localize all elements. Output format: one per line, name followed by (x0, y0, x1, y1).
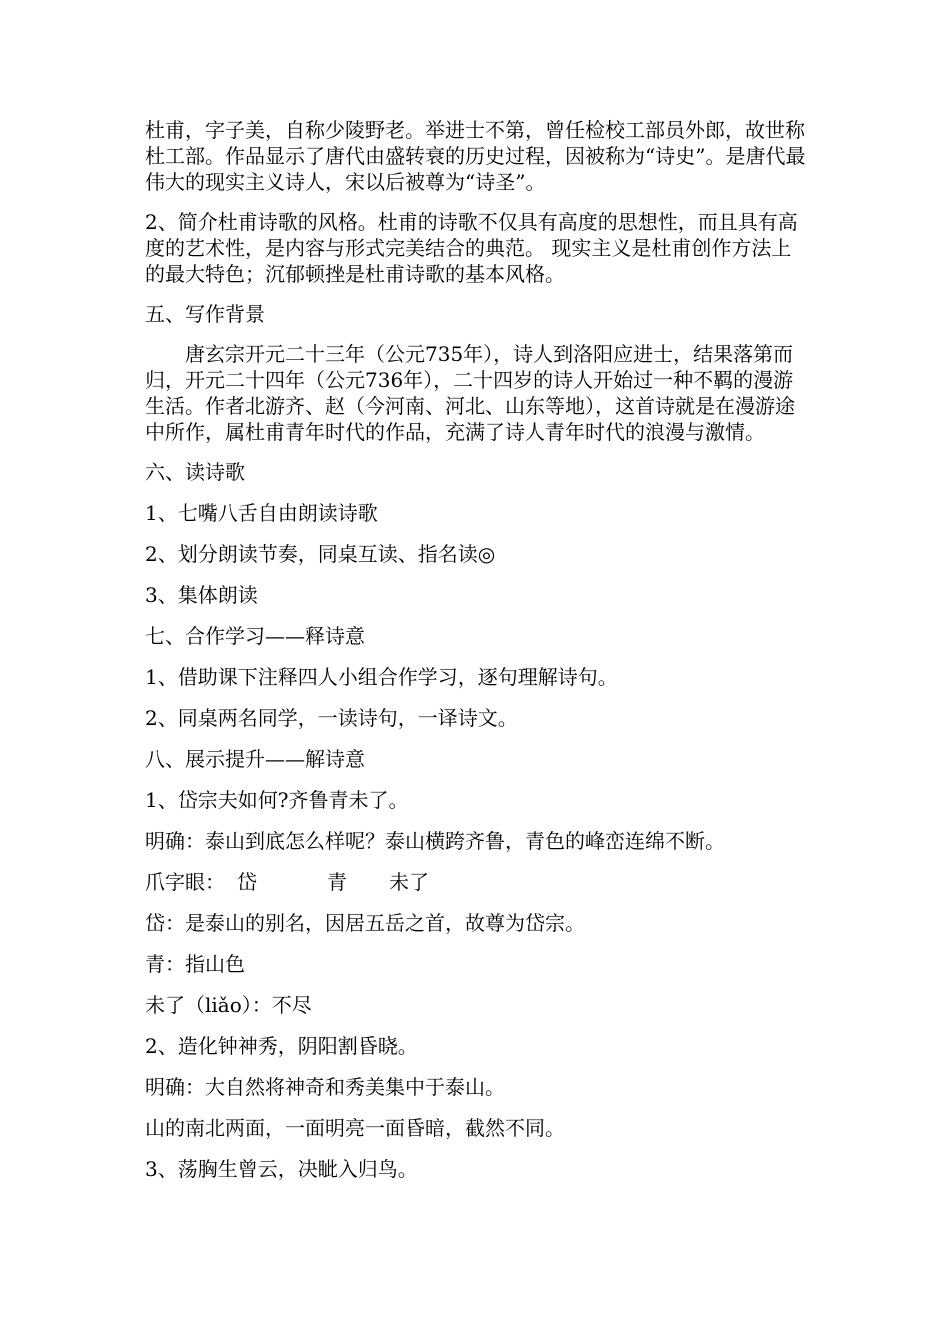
section-heading-read: 六、读诗歌 (145, 460, 245, 484)
poem-line-1: 1、岱宗夫如何?齐鲁青未了。 (145, 788, 409, 812)
keyword-1-definition: 岱：是泰山的别名，因居五岳之首，故尊为岱宗。 (145, 911, 585, 935)
keywords-label: 爪字眼： (145, 870, 225, 894)
read-step-2: 2、划分朗读节奏，同桌互读、指名读◎ (145, 542, 496, 566)
read-step-1: 1、七嘴八舌自由朗读诗歌 (145, 501, 378, 525)
style-intro-paragraph: 2、简介杜甫诗歌的风格。杜甫的诗歌不仅具有高度的思想性，而且具有高度的艺术性，是内容与形式完美结合的典范。 现实主义是杜甫创作方法上的最大特色；沉郁顿挫是杜甫诗歌的基本风格。 (145, 210, 798, 286)
background-paragraph: 唐玄宗开元二十三年（公元735年），诗人到洛阳应进士，结果落第而归，开元二十四年（公元736年），二十四岁的诗人开始过一种不羁的漫游生活。作者北游齐、赵（今河南、河北、山东等地），这首诗就是在漫游途中所作，属杜甫青年时代的作品，充满了诗人青年时代的浪漫与激情。 (145, 342, 795, 444)
keywords-row (145, 869, 810, 895)
keyword-3-definition: 未了（liǎo）：不尽 (145, 993, 312, 1017)
poem-line-1-answer: 明确：泰山到底怎么样呢？泰山横跨齐鲁，青色的峰峦连绵不断。 (145, 829, 725, 853)
poem-line-2-answer: 明确：大自然将神奇和秀美集中于泰山。 (145, 1075, 505, 1099)
section-heading-present: 八、展示提升——解诗意 (145, 747, 365, 771)
keyword-1: 岱 (237, 870, 257, 894)
section-heading-cooperate: 七、合作学习——释诗意 (145, 624, 365, 648)
read-step-3: 3、集体朗读 (145, 583, 258, 607)
cooperate-step-1: 1、借助课下注释四人小组合作学习，逐句理解诗句。 (145, 665, 618, 689)
section-heading-background: 五、写作背景 (145, 302, 265, 326)
author-intro-paragraph: 杜甫，字子美，自称少陵野老。举进士不第，曾任检校工部员外郎，故世称杜工部。作品显示了唐代由盛转衰的历史过程，因被称为“诗史”。是唐代最伟大的现实主义诗人，宋以后被尊为“诗圣”。 (145, 118, 806, 194)
keyword-3: 未了 (389, 870, 429, 894)
document-body (145, 117, 810, 1182)
keyword-2: 青 (327, 870, 347, 894)
cooperate-step-2: 2、同桌两名同学，一读诗句，一译诗文。 (145, 706, 518, 730)
poem-line-2-note: 山的南北两面，一面明亮一面昏暗，截然不同。 (145, 1116, 565, 1140)
poem-line-2: 2、造化钟神秀，阴阳割昏晓。 (145, 1034, 418, 1058)
keyword-2-definition: 青：指山色 (145, 952, 245, 976)
poem-line-3: 3、荡胸生曾云，决眦入归鸟。 (145, 1157, 418, 1181)
